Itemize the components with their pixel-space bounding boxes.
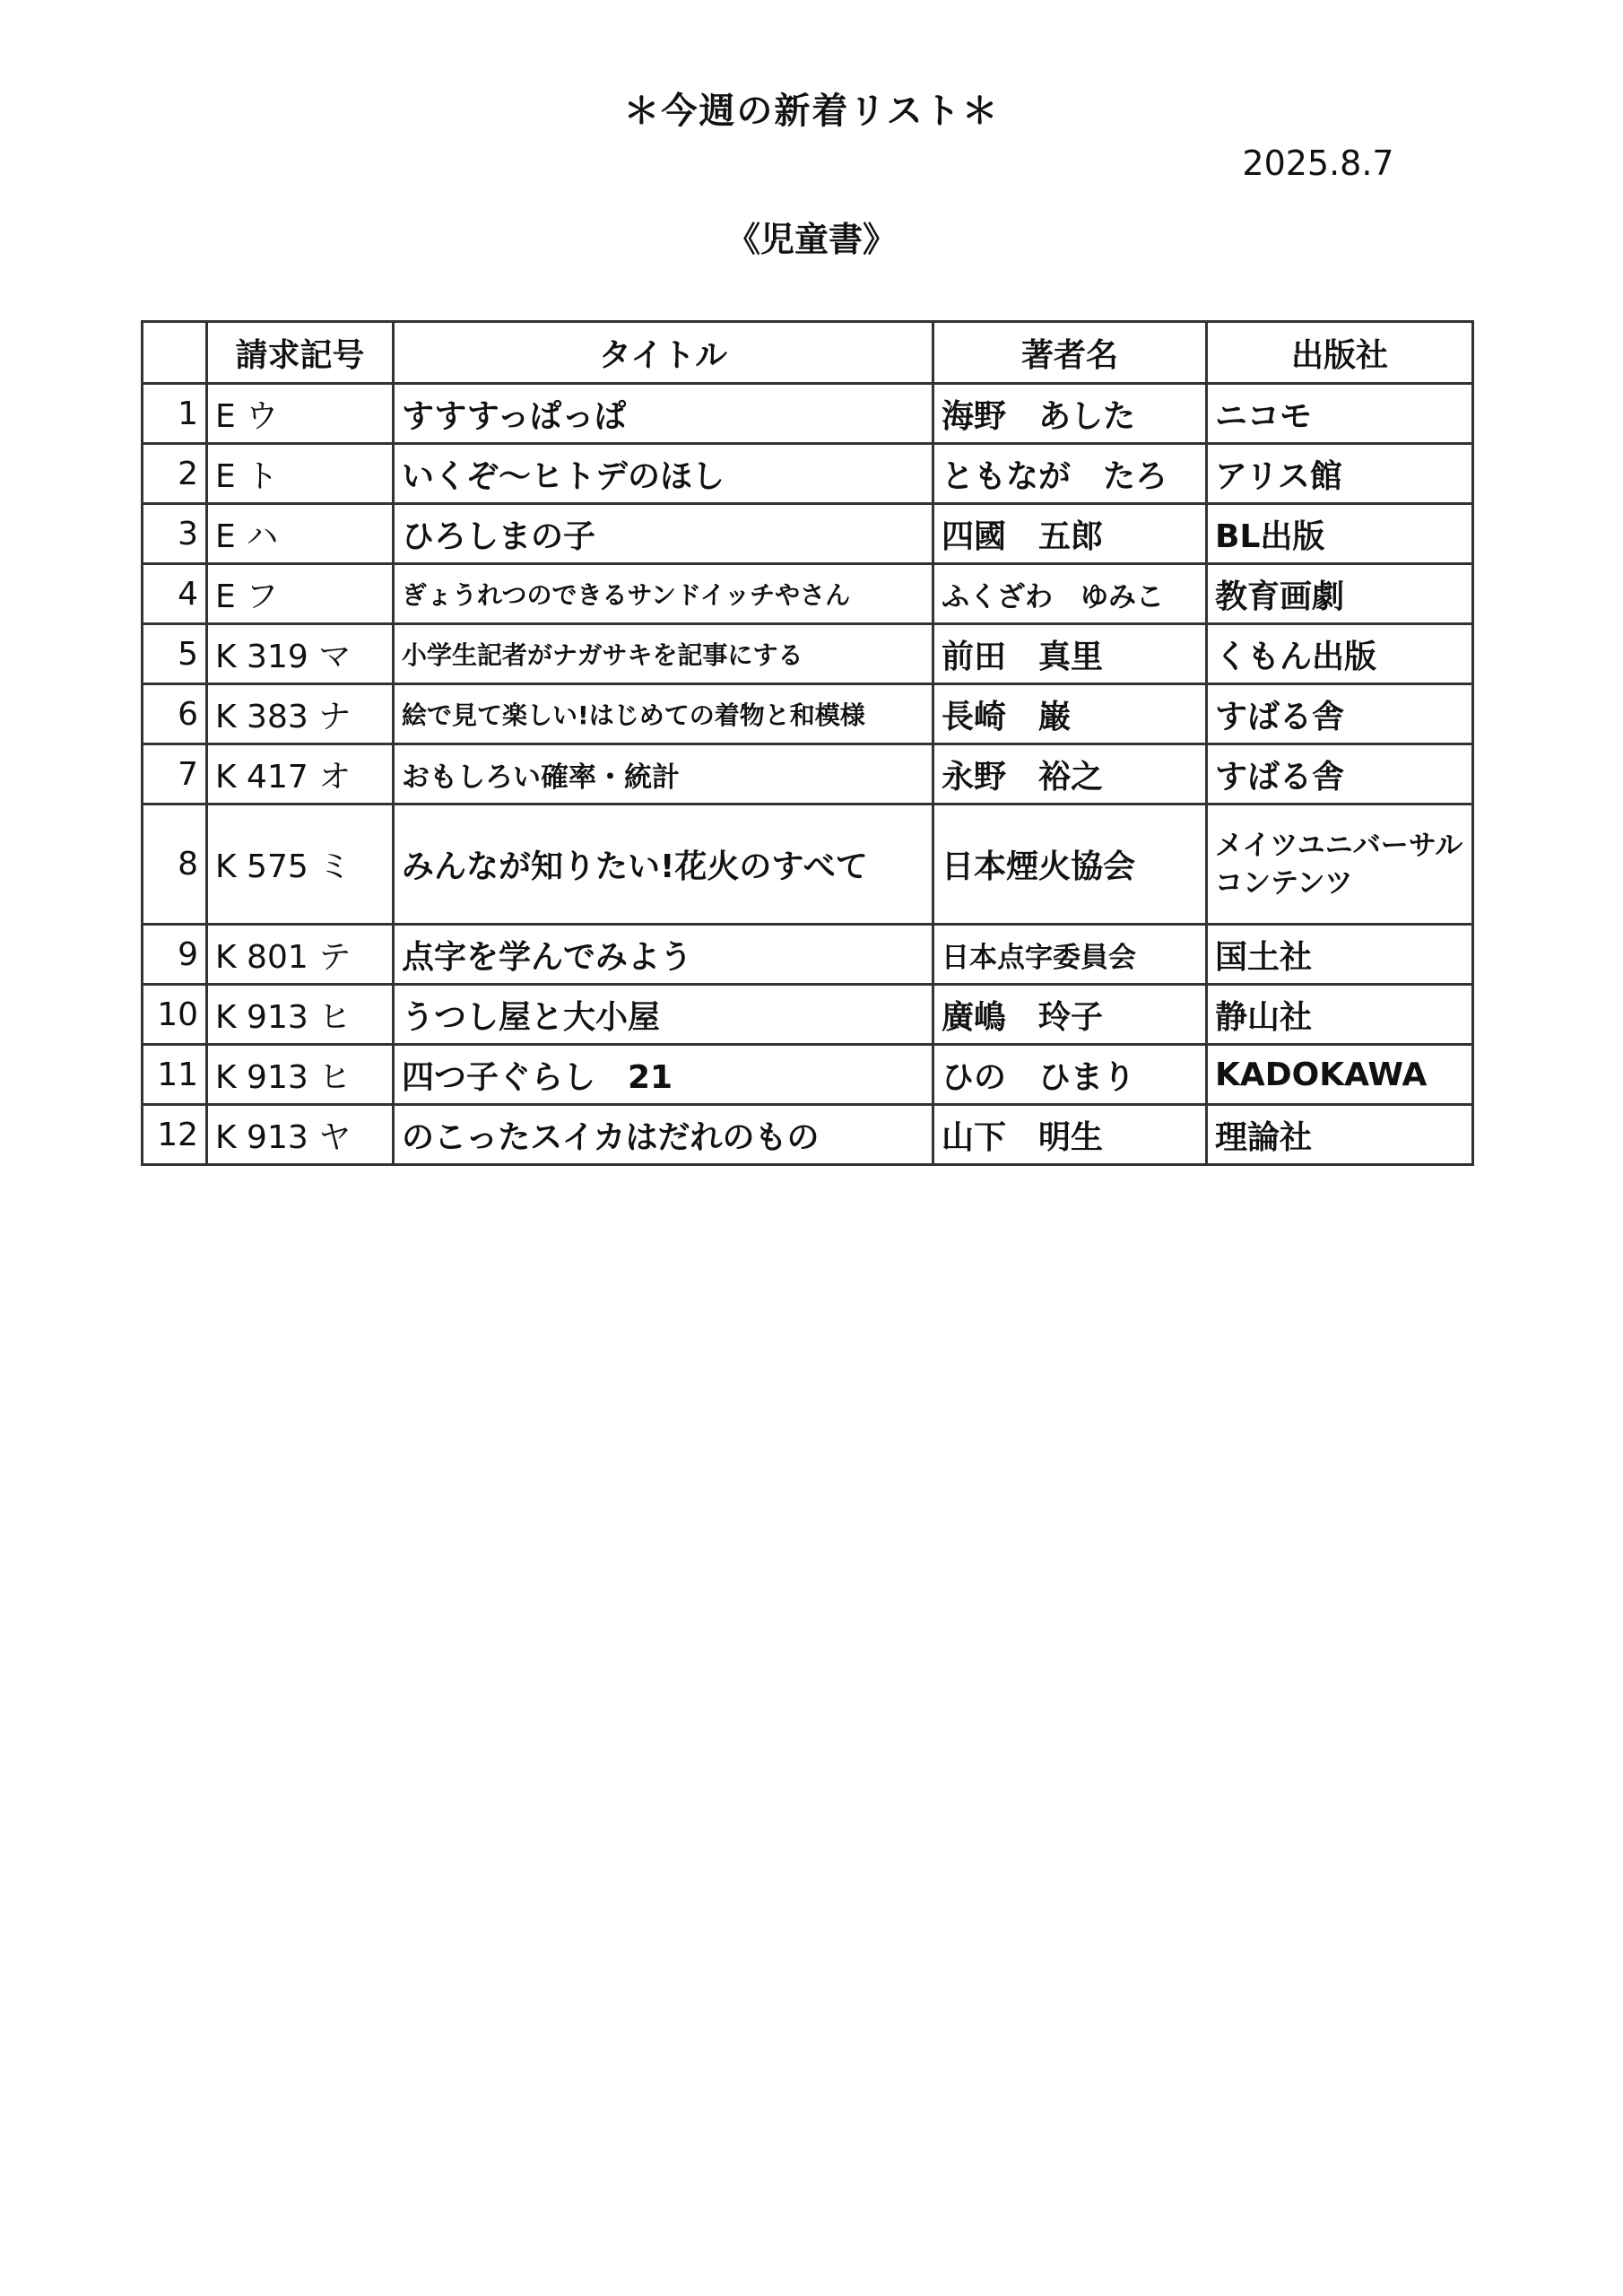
book-author: 日本煙火協会 (933, 804, 1207, 925)
book-publisher: 国土社 (1207, 925, 1473, 985)
row-number: 6 (143, 684, 207, 744)
row-number: 12 (143, 1105, 207, 1165)
call-number: E フ (207, 564, 394, 624)
book-author: 海野 あした (933, 384, 1207, 444)
call-number: E ト (207, 444, 394, 504)
row-number: 9 (143, 925, 207, 985)
page-title: ＊今週の新着リスト＊ (623, 91, 1000, 132)
book-publisher: メイツユニバーサルコンテンツ (1207, 804, 1473, 925)
header-call-number: 請求記号 (207, 322, 394, 384)
book-author: 廣嶋 玲子 (933, 985, 1207, 1045)
book-publisher: BL出版 (1207, 504, 1473, 564)
table-row (143, 985, 1473, 1045)
book-author: 長崎 巌 (933, 684, 1207, 744)
header-title: タイトル (394, 322, 933, 384)
header-publisher: 出版社 (1207, 322, 1473, 384)
book-publisher: 理論社 (1207, 1105, 1473, 1165)
row-number: 8 (143, 804, 207, 925)
table-row (143, 624, 1473, 684)
row-number: 2 (143, 444, 207, 504)
book-title: ぎょうれつのできるサンドイッチやさん (394, 564, 933, 624)
book-title: 絵で見て楽しい!はじめての着物と和模様 (394, 684, 933, 744)
call-number: E ウ (207, 384, 394, 444)
book-title: ひろしまの子 (394, 504, 933, 564)
call-number: K 913 ヒ (207, 1045, 394, 1105)
call-number: K 801 テ (207, 925, 394, 985)
book-title: うつし屋と大小屋 (394, 985, 933, 1045)
new-arrivals-table (141, 320, 1474, 1166)
book-publisher: 静山社 (1207, 985, 1473, 1045)
book-author: ひの ひまり (933, 1045, 1207, 1105)
book-title: すすすっぱっぱ (394, 384, 933, 444)
table-row (143, 925, 1473, 985)
table-header-row (143, 322, 1473, 384)
table-row (143, 684, 1473, 744)
table-row (143, 744, 1473, 804)
book-publisher: すばる舎 (1207, 744, 1473, 804)
book-author: 四國 五郎 (933, 504, 1207, 564)
book-author: 永野 裕之 (933, 744, 1207, 804)
book-author: 前田 真里 (933, 624, 1207, 684)
table-row (143, 384, 1473, 444)
book-title: 四つ子ぐらし 21 (394, 1045, 933, 1105)
row-number: 1 (143, 384, 207, 444)
call-number: K 383 ナ (207, 684, 394, 744)
book-title: みんなが知りたい!花火のすべて (394, 804, 933, 925)
book-publisher: KADOKAWA (1207, 1045, 1473, 1105)
book-publisher: ニコモ (1207, 384, 1473, 444)
row-number: 4 (143, 564, 207, 624)
call-number: K 319 マ (207, 624, 394, 684)
book-publisher: アリス館 (1207, 444, 1473, 504)
table-row (143, 1045, 1473, 1105)
table-row (143, 1105, 1473, 1165)
header-author: 著者名 (933, 322, 1207, 384)
table-row (143, 564, 1473, 624)
row-number: 3 (143, 504, 207, 564)
table-row (143, 804, 1473, 925)
row-number: 7 (143, 744, 207, 804)
row-number: 10 (143, 985, 207, 1045)
header-number (143, 322, 207, 384)
book-author: ともなが たろ (933, 444, 1207, 504)
book-title: 点字を学んでみよう (394, 925, 933, 985)
category-heading: 《児童書》 (725, 220, 897, 259)
list-date: 2025.8.7 (1242, 144, 1394, 183)
table-row (143, 444, 1473, 504)
book-publisher: くもん出版 (1207, 624, 1473, 684)
book-author: ふくざわ ゆみこ (933, 564, 1207, 624)
book-title: いくぞ～ヒトデのほし (394, 444, 933, 504)
book-author: 日本点字委員会 (933, 925, 1207, 985)
book-publisher: すばる舎 (1207, 684, 1473, 744)
row-number: 5 (143, 624, 207, 684)
call-number: K 417 オ (207, 744, 394, 804)
call-number: K 913 ヤ (207, 1105, 394, 1165)
book-title: おもしろい確率・統計 (394, 744, 933, 804)
call-number: K 913 ヒ (207, 985, 394, 1045)
row-number: 11 (143, 1045, 207, 1105)
book-publisher: 教育画劇 (1207, 564, 1473, 624)
book-title: 小学生記者がナガサキを記事にする (394, 624, 933, 684)
table-row (143, 504, 1473, 564)
book-author: 山下 明生 (933, 1105, 1207, 1165)
book-title: のこったスイカはだれのもの (394, 1105, 933, 1165)
call-number: E ハ (207, 504, 394, 564)
call-number: K 575 ミ (207, 804, 394, 925)
